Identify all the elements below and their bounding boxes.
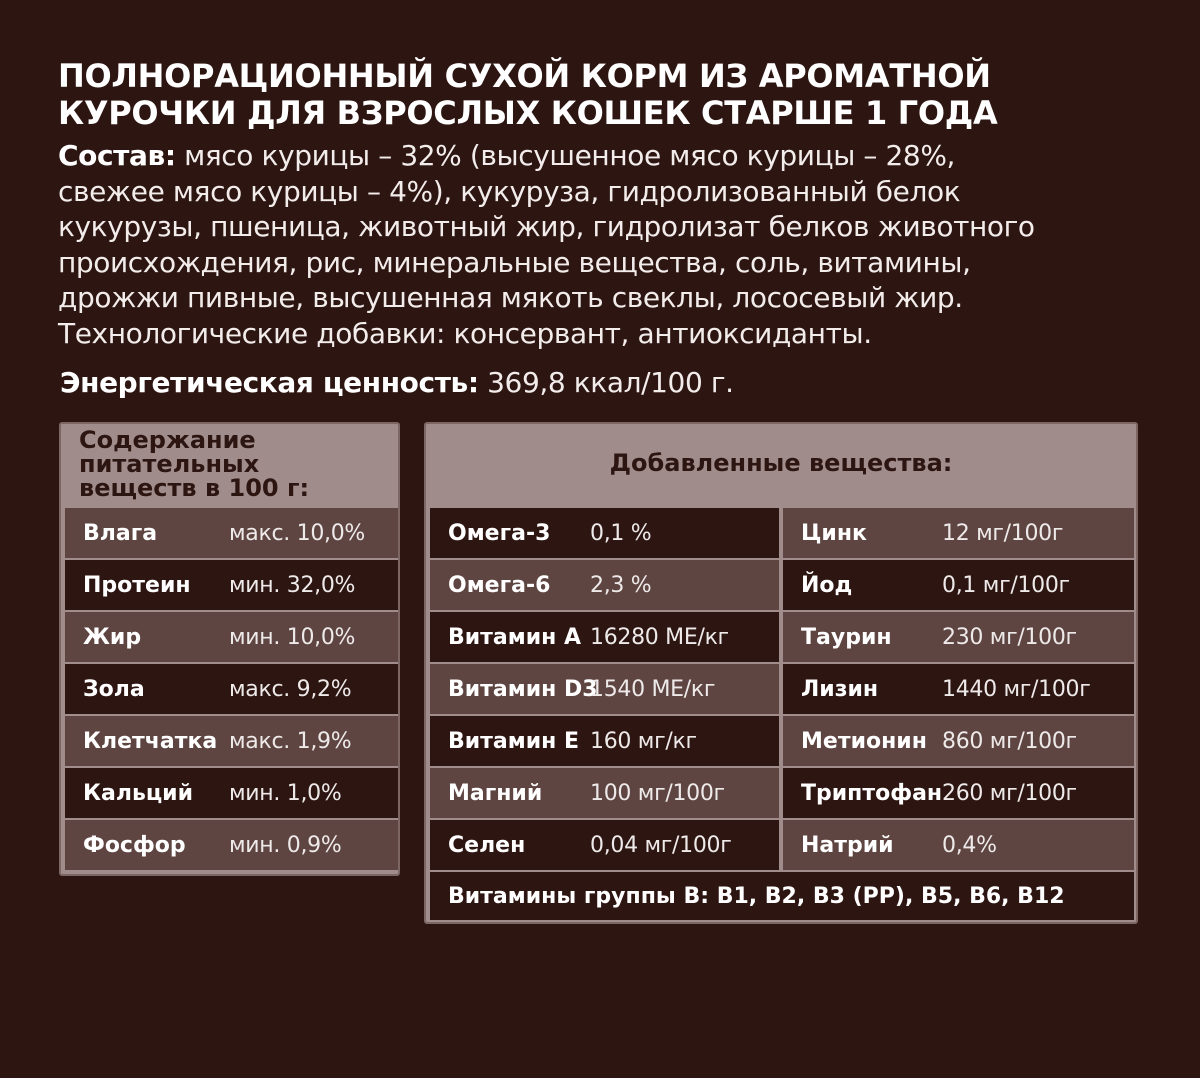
nutrient-name: Клетчатка	[83, 728, 218, 754]
energy-value	[60, 366, 960, 400]
additive-value: 160 мг/кг	[590, 728, 697, 754]
additive-value: 230 мг/100г	[942, 624, 1077, 650]
energy-label: Энергетическая ценность:	[60, 366, 479, 399]
additive-value: 0,1 мг/100г	[942, 572, 1070, 598]
composition-line: дрожжи пивные, высушенная мякоть свеклы, лососевый жир.	[58, 281, 963, 314]
energy-amount: 369,8 ккал/100 г.	[478, 366, 734, 399]
table-row	[430, 768, 779, 818]
table-row	[783, 508, 1134, 558]
additive-name: Витамин D3	[448, 676, 598, 702]
additive-value: 860 мг/100г	[942, 728, 1077, 754]
nutrient-value: мин. 0,9%	[229, 832, 342, 858]
composition-label: Состав:	[58, 139, 176, 172]
additive-name: Омега-3	[448, 520, 551, 546]
additives-header: Добавленные вещества:	[609, 449, 953, 477]
nutrient-name: Влага	[83, 520, 158, 546]
table-row	[65, 508, 398, 558]
title-line: КУРОЧКИ ДЛЯ ВЗРОСЛЫХ КОШЕК СТАРШЕ 1 ГОДА	[58, 94, 998, 132]
table-row	[65, 560, 398, 610]
additive-name: Метионин	[801, 728, 927, 754]
additive-name: Селен	[448, 832, 526, 858]
table-row	[783, 664, 1134, 714]
nutrients-header-line: питательных	[79, 450, 260, 478]
nutrients-header	[79, 428, 379, 500]
additive-value: 0,1 %	[590, 520, 652, 546]
nutrients-header-line: веществ в 100 г:	[79, 474, 310, 502]
additive-name: Натрий	[801, 832, 894, 858]
additive-name: Йод	[801, 572, 853, 598]
nutrients-header-line: Содержание	[79, 426, 256, 454]
nutrient-name: Фосфор	[83, 832, 186, 858]
additive-name: Таурин	[801, 624, 892, 650]
additives-panel	[424, 422, 1138, 924]
composition-text	[58, 138, 1168, 351]
additive-value: 12 мг/100г	[942, 520, 1064, 546]
additive-name: Омега-6	[448, 572, 551, 598]
nutrient-value: макс. 1,9%	[229, 728, 352, 754]
additive-value: 1540 МЕ/кг	[590, 676, 716, 702]
table-row	[65, 716, 398, 766]
nutrient-value: мин. 1,0%	[229, 780, 342, 806]
additive-value: 260 мг/100г	[942, 780, 1077, 806]
additive-value: 100 мг/100г	[590, 780, 725, 806]
table-row	[65, 768, 398, 818]
additive-name: Витамин А	[448, 624, 582, 650]
table-row	[430, 664, 779, 714]
additive-name: Триптофан	[801, 780, 943, 806]
nutrients-table	[65, 508, 398, 872]
nutrient-name: Кальций	[83, 780, 193, 806]
table-row	[65, 612, 398, 662]
additive-value: 16280 МЕ/кг	[590, 624, 729, 650]
nutrient-name: Жир	[83, 624, 142, 650]
composition-line: кукурузы, пшеница, животный жир, гидролизат белков животного	[58, 210, 1035, 243]
additive-name: Магний	[448, 780, 543, 806]
additive-name: Лизин	[801, 676, 879, 702]
table-row	[65, 820, 398, 870]
additive-name: Витамин Е	[448, 728, 580, 754]
nutrient-name: Протеин	[83, 572, 191, 598]
title-line: ПОЛНОРАЦИОННЫЙ СУХОЙ КОРМ ИЗ АРОМАТНОЙ	[58, 57, 991, 95]
additives-table-left	[430, 508, 779, 872]
additive-value: 0,04 мг/100г	[590, 832, 732, 858]
nutrients-panel	[59, 422, 400, 876]
nutrient-value: макс. 9,2%	[229, 676, 352, 702]
additive-value: 1440 мг/100г	[942, 676, 1091, 702]
table-row	[430, 612, 779, 662]
table-row	[783, 820, 1134, 870]
composition-line: мясо курицы – 32% (высушенное мясо курицы – 28%,	[175, 139, 956, 172]
nutrient-value: мин. 10,0%	[229, 624, 356, 650]
table-row	[65, 664, 398, 714]
table-row	[783, 768, 1134, 818]
additive-name: Цинк	[801, 520, 867, 546]
composition-line: Технологические добавки: консервант, антиоксиданты.	[58, 316, 872, 350]
nutrient-value: макс. 10,0%	[229, 520, 366, 546]
table-row	[430, 560, 779, 610]
table-row	[783, 612, 1134, 662]
table-row	[430, 820, 779, 870]
table-row	[783, 716, 1134, 766]
table-row	[430, 716, 779, 766]
product-title	[58, 58, 1158, 132]
composition-line: свежее мясо курицы – 4%), кукуруза, гидролизованный белок	[58, 174, 961, 208]
table-row	[430, 508, 779, 558]
additive-value: 0,4%	[942, 832, 997, 858]
nutrient-value: мин. 32,0%	[229, 572, 356, 598]
additive-value: 2,3 %	[590, 572, 652, 598]
nutrient-name: Зола	[83, 676, 145, 702]
table-row	[783, 560, 1134, 610]
vitamins-b-row: Витамины группы В: В1, В2, В3 (РР), В5, В6, В12	[430, 872, 1134, 920]
additives-table-right	[783, 508, 1134, 872]
composition-line: происхождения, рис, минеральные вещества, соль, витамины,	[58, 245, 971, 279]
